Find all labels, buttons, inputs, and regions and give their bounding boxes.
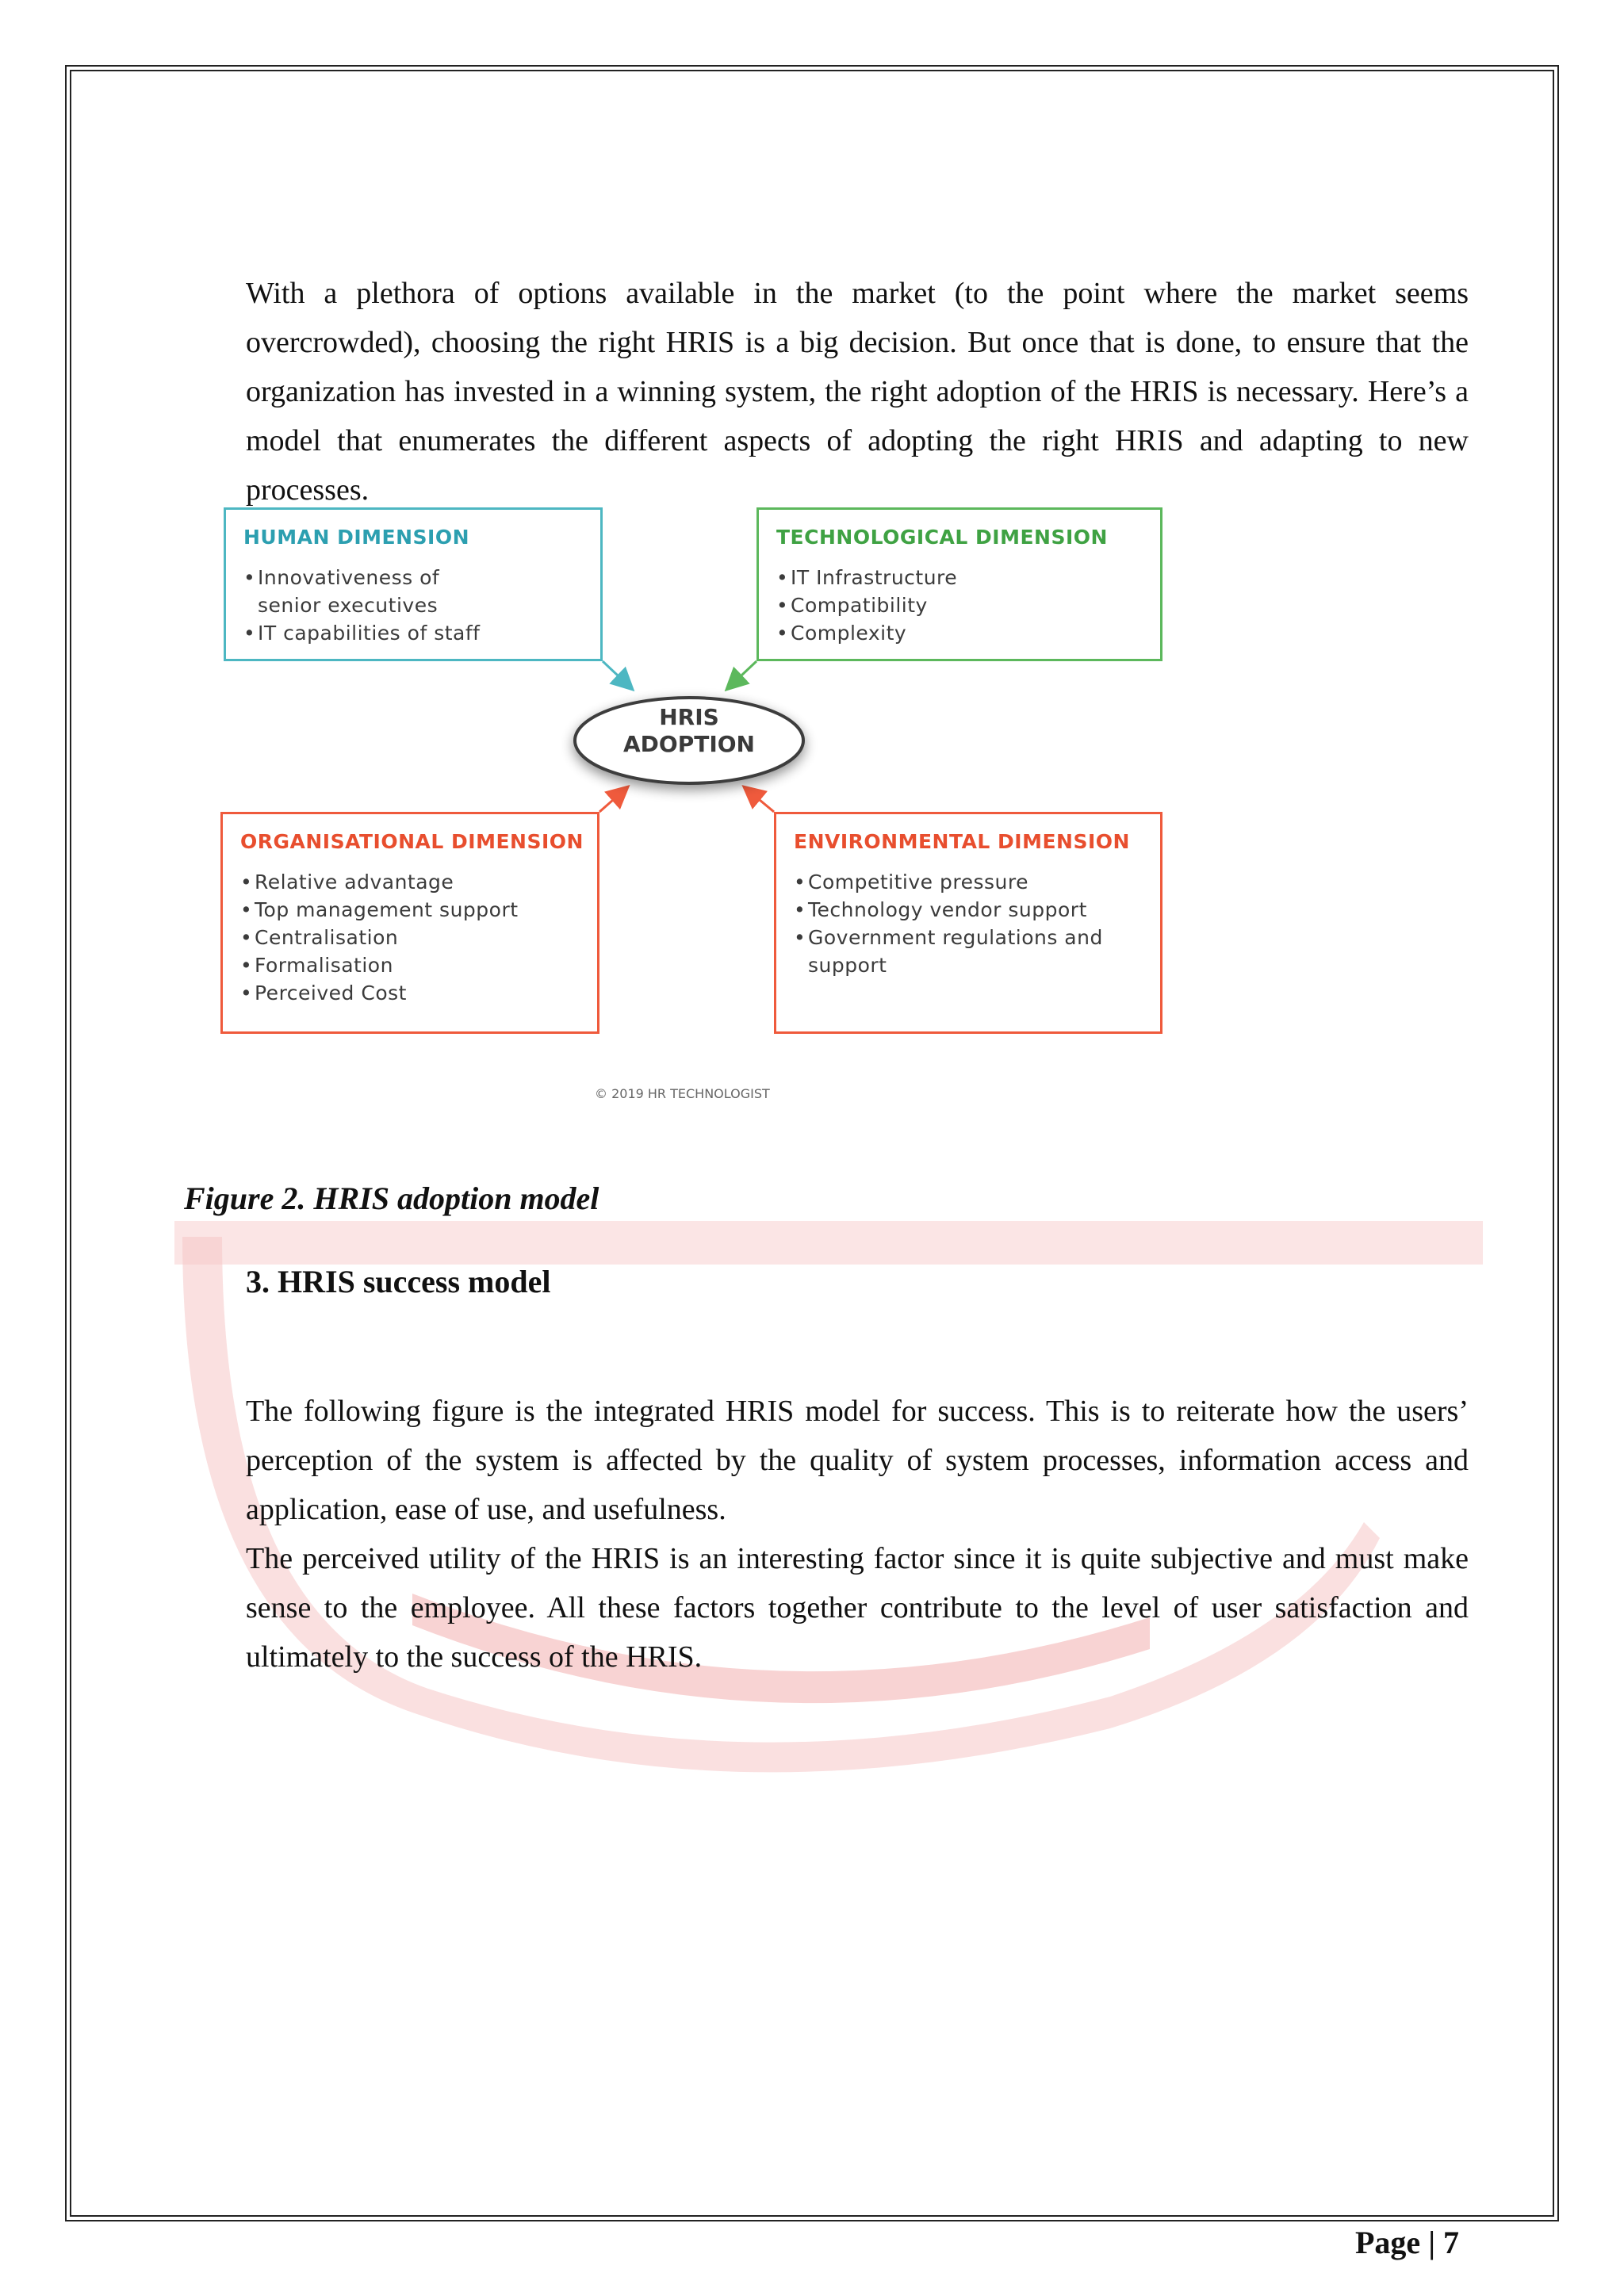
- environmental-dimension-title: ENVIRONMENTAL DIMENSION: [794, 830, 1130, 853]
- organisational-dimension-box: [220, 812, 599, 1034]
- list-item: • IT capabilities of staff: [243, 619, 480, 647]
- list-item: • Top management support: [240, 896, 519, 924]
- success-paragraph-2: The perceived utility of the HRIS is an interesting factor since it is quite subjective and must make sense to the employee. All these factors together contribute to the level of user satisfaction and ultimately to the success of the HRIS.: [246, 1542, 1469, 1674]
- list-item: • IT Infrastructure: [776, 564, 957, 591]
- hub-line-1: HRIS: [659, 704, 719, 730]
- success-paragraph-1: The following figure is the integrated HRIS model for success. This is to reiterate how the users’ perception of the system is affected by the quality of system processes, information access and application, ease of use, and usefulness.: [246, 1395, 1469, 1526]
- list-item: • Relative advantage: [240, 868, 519, 896]
- list-item: • Perceived Cost: [240, 979, 519, 1007]
- section-heading: 3. HRIS success model: [246, 1264, 551, 1299]
- list-item: • Technology vendor support: [794, 896, 1125, 924]
- hris-adoption-figure: [214, 498, 1245, 1116]
- technological-dimension-box: [756, 507, 1162, 661]
- technological-dimension-title: TECHNOLOGICAL DIMENSION: [776, 526, 1108, 549]
- list-item: • Compatibility: [776, 591, 957, 619]
- list-item: • Competitive pressure: [794, 868, 1125, 896]
- human-dimension-list: [243, 564, 480, 647]
- figure-caption: Figure 2. HRIS adoption model: [184, 1181, 599, 1216]
- list-item: • Innovativeness of senior executives: [243, 564, 472, 619]
- intro-paragraph: With a plethora of options available in the market (to the point where the market seems overcrowded), choosing the right HRIS is a big decision. But once that is done, to ensure that the organization has invested in a winning system, the right adoption of the HRIS is necessary. Here’s a model that enumerates the different aspects of adopting the right HRIS and adapting to new processes.: [246, 277, 1469, 507]
- list-item: • Formalisation: [240, 951, 519, 979]
- page-number: Page | 7: [1355, 2225, 1459, 2260]
- environmental-dimension-box: [774, 812, 1162, 1034]
- environmental-dimension-list: [794, 868, 1125, 979]
- organisational-dimension-title: ORGANISATIONAL DIMENSION: [240, 830, 584, 853]
- technological-dimension-list: [776, 564, 957, 647]
- hub-line-2: ADOPTION: [623, 731, 755, 757]
- human-dimension-title: HUMAN DIMENSION: [243, 526, 469, 549]
- human-dimension-box: [224, 507, 603, 661]
- list-item: • Government regulations and support: [794, 924, 1125, 979]
- list-item: • Complexity: [776, 619, 957, 647]
- list-item: • Centralisation: [240, 924, 519, 951]
- hris-adoption-hub: [573, 704, 806, 758]
- figure-credit: © 2019 HR TECHNOLOGIST: [595, 1086, 770, 1101]
- organisational-dimension-list: [240, 868, 519, 1007]
